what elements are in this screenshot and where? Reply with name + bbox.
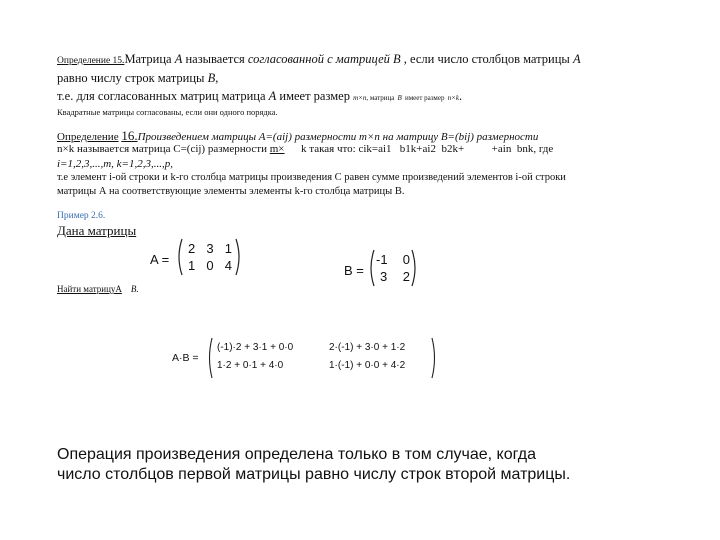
definition-15-line2: равно числу строк матрицы В,: [57, 71, 219, 85]
matrix-b-cell: 2: [402, 269, 410, 284]
matrix-b: [368, 249, 418, 287]
matrix-a-cell: 3: [206, 241, 214, 256]
matrix-a: [176, 238, 242, 276]
product-lhs: A·B =: [172, 352, 199, 364]
matrix-a-cell: 4: [224, 258, 232, 273]
matrix-b-label: B =: [344, 263, 364, 278]
definition-16-line1: Определение 16.Произведением матрицы A=(aij) размерности m×n на матрицу B=(bij) размерности: [57, 128, 539, 143]
product-cell-22: 1·(-1) + 0·0 + 4·2: [329, 360, 406, 371]
definition-15-line4: Квадратные матрицы согласованы, если они одного порядка.: [57, 107, 278, 117]
product-cell-21: 1·2 + 0·1 + 4·0: [217, 360, 284, 371]
definition-16-line3: i=1,2,3,...,m, k=1,2,3,...,p,: [57, 158, 173, 170]
matrix-b-cell: 0: [402, 252, 410, 267]
find-product-instruction: Найти матрицуА В.: [57, 284, 139, 294]
definition-16-label: Определение: [57, 131, 119, 143]
matrix-a-cell: 0: [206, 258, 214, 273]
definition-16-line2: n×k называется матрица C=(cij) размерности m× k такая что: cik=ai1 b1k+ai2 b2k+ +ain bnk, где: [57, 143, 554, 155]
definition-15-label: Определение 15.: [57, 56, 125, 66]
definition-16-line5: матрицы А на соответствующие элементы элементы k-го столбца матрицы В.: [57, 186, 405, 197]
product-cell-11: (-1)·2 + 3·1 + 0·0: [217, 342, 294, 353]
matrix-b-cell: -1: [376, 252, 388, 267]
matrix-b-cell: 3: [380, 269, 388, 284]
definition-15-line1: Определение 15.Матрица А называется согласованной с матрицей В , если число столбцов матрицы А: [57, 52, 581, 66]
conclusion-line1: Операция произведения определена только в том случае, когда: [57, 446, 536, 463]
example-given: Дана матрицы: [57, 223, 137, 238]
matrix-a-cell: 1: [224, 241, 232, 256]
conclusion-line2: число столбцов первой матрицы равно числу строк второй матрицы.: [57, 466, 571, 483]
matrix-a-label: A =: [150, 252, 170, 267]
example-label: Пример 2.6.: [57, 211, 106, 221]
matrix-a-cell: 2: [188, 241, 196, 256]
definition-15-line3: т.е. для согласованных матриц матрица А имеет размер m×n, матрица В имеет размер n×k.: [57, 89, 463, 103]
matrix-a-cell: 1: [188, 258, 196, 273]
definition-16-line4: т.е элемент i-ой строки и k-го столбца матрицы произведения С равен сумме произведений элементов i-ой строки: [57, 172, 566, 183]
product-matrix: [207, 337, 437, 379]
product-cell-12: 2·(-1) + 3·0 + 1·2: [329, 342, 406, 353]
